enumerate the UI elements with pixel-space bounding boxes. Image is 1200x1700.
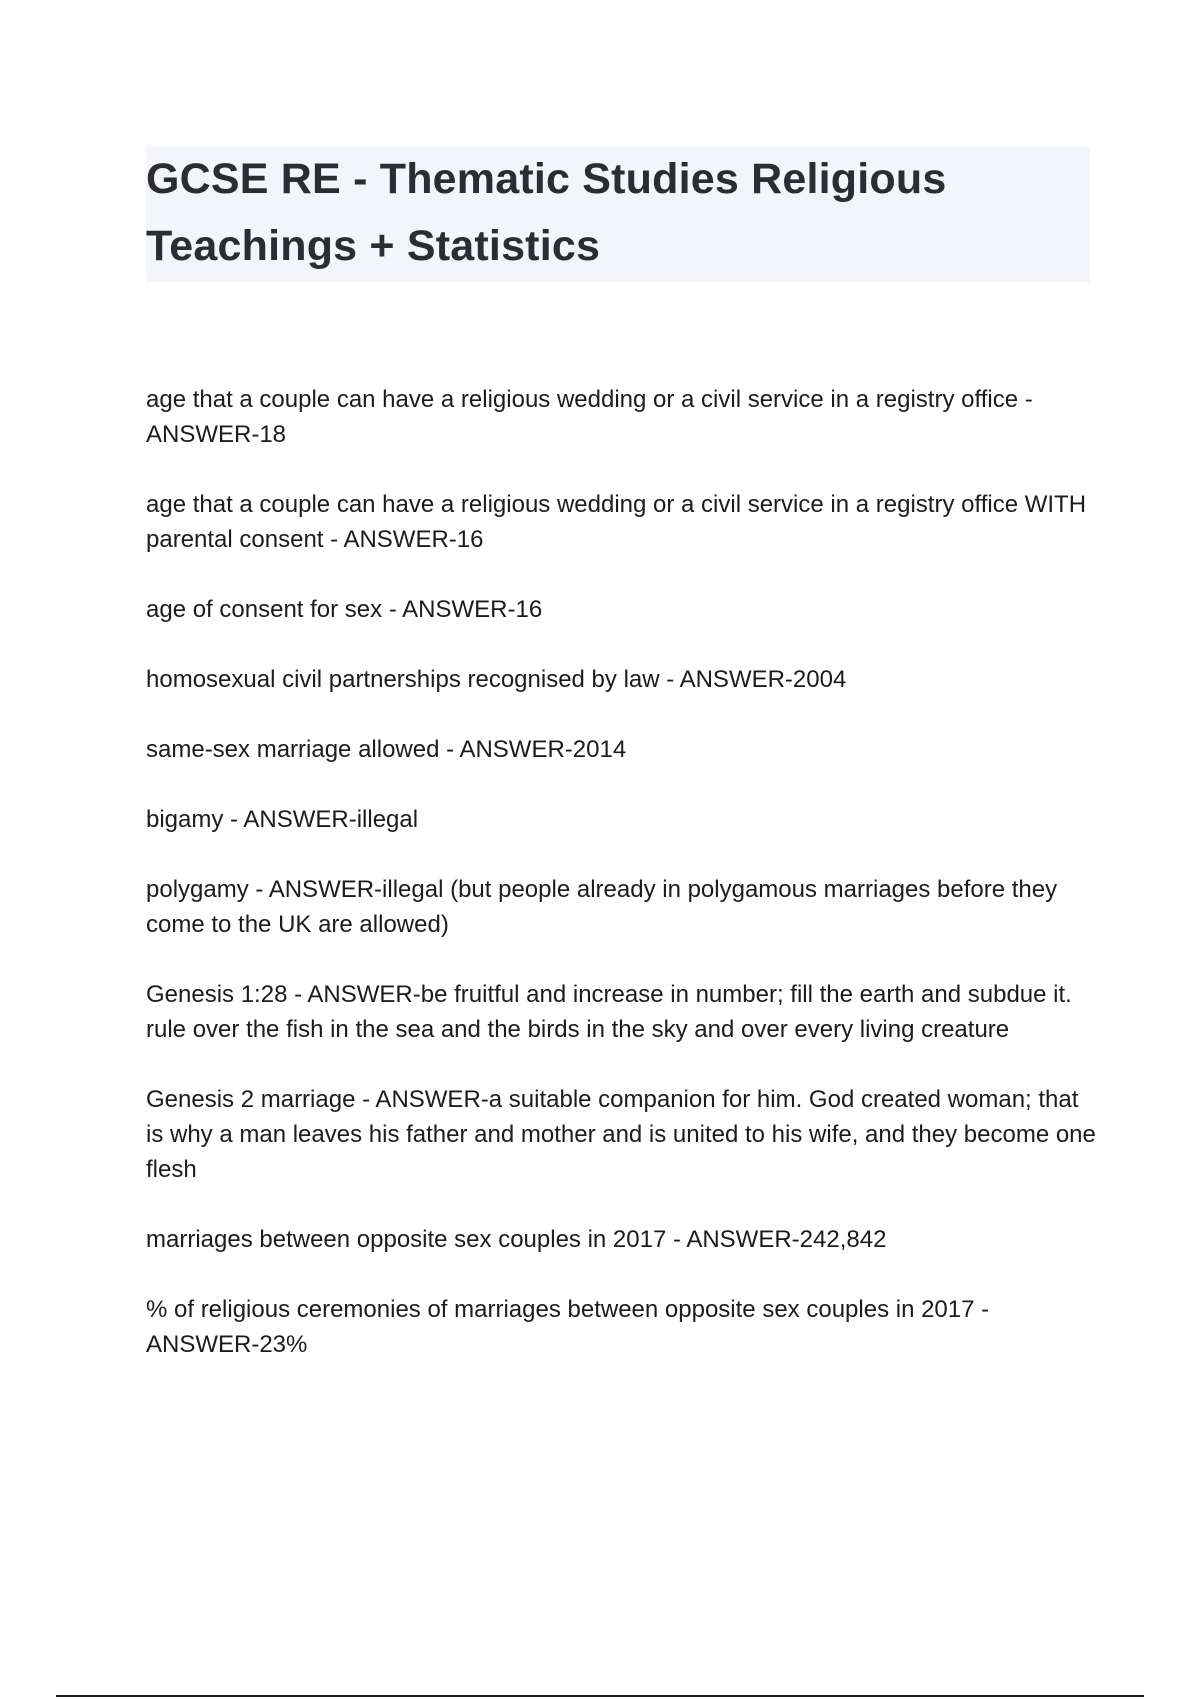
qa-item-1: age that a couple can have a religious wedding or a civil service in a registry office - ANSWER-18 bbox=[146, 386, 1033, 448]
document-title: GCSE RE - Thematic Studies Religious Teachings + Statistics bbox=[146, 155, 947, 270]
qa-item-9: Genesis 2 marriage - ANSWER-a suitable companion for him. God created woman; that is why a man leaves his father and mother and is united to his wife, and they become one flesh bbox=[146, 1086, 1096, 1183]
qa-item-10: marriages between opposite sex couples in 2017 - ANSWER-242,842 bbox=[146, 1226, 887, 1253]
qa-item-5: same-sex marriage allowed - ANSWER-2014 bbox=[146, 736, 627, 763]
qa-item-8: Genesis 1:28 - ANSWER-be fruitful and increase in number; fill the earth and subdue it. rule over the fish in the sea and the birds in the sky and over every living creature bbox=[146, 981, 1072, 1043]
title-banner bbox=[146, 146, 1090, 282]
qa-list bbox=[146, 382, 1096, 1397]
qa-item-2: age that a couple can have a religious wedding or a civil service in a registry office WITH parental consent - ANSWER-16 bbox=[146, 491, 1087, 553]
qa-item-7: polygamy - ANSWER-illegal (but people already in polygamous marriages before they come to the UK are allowed) bbox=[146, 876, 1058, 938]
qa-item-4: homosexual civil partnerships recognised by law - ANSWER-2004 bbox=[146, 666, 847, 693]
qa-item-6: bigamy - ANSWER-illegal bbox=[146, 806, 419, 833]
footer-divider bbox=[56, 1695, 1144, 1697]
qa-item-3: age of consent for sex - ANSWER-16 bbox=[146, 596, 543, 623]
qa-item-11: % of religious ceremonies of marriages between opposite sex couples in 2017 - ANSWER-23% bbox=[146, 1296, 990, 1358]
